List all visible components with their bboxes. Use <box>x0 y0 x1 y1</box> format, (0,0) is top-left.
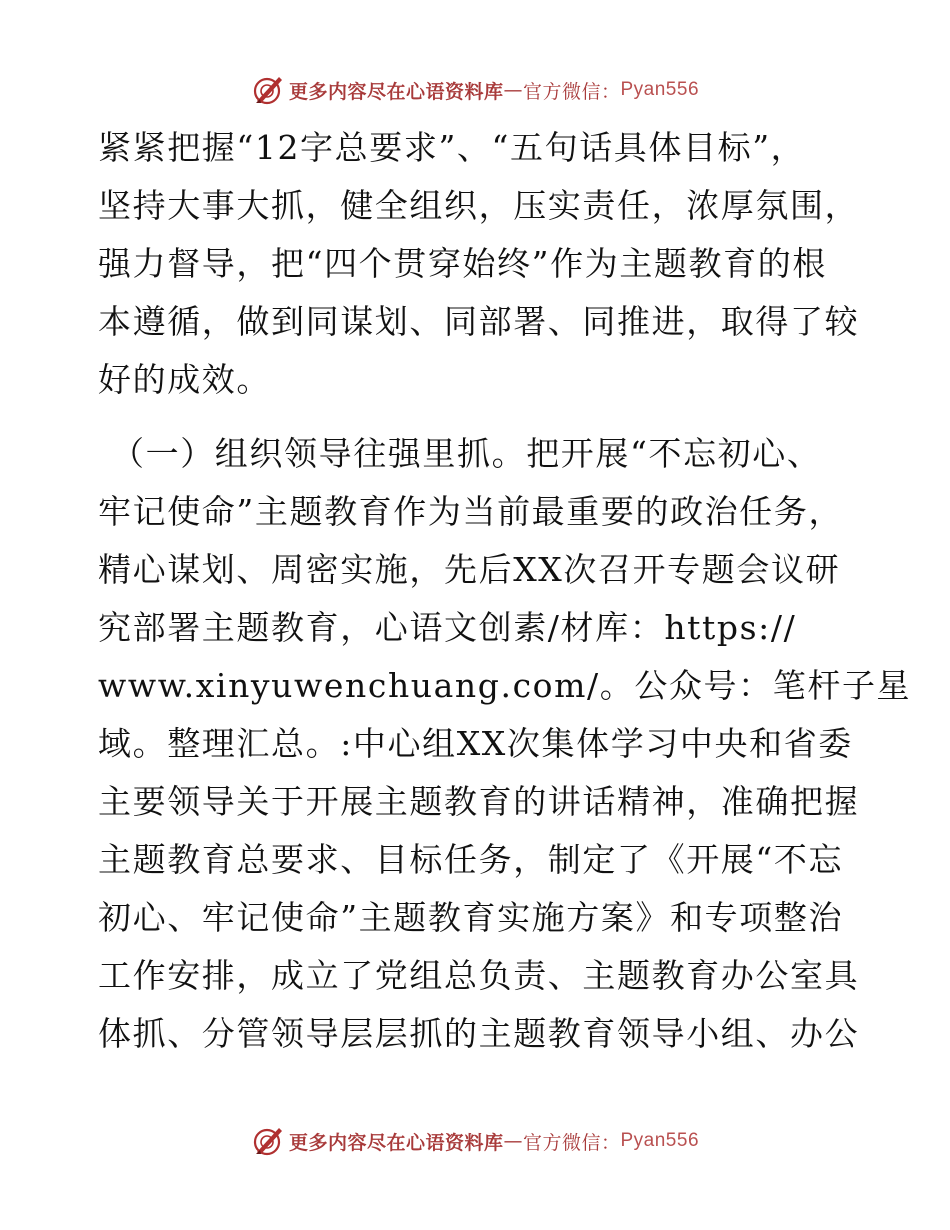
paragraph-line: 工作安排，成立了党组总负责、主题教育办公室具 <box>98 956 860 995</box>
paragraph-line: 紧紧把握“12字总要求”、“五句话具体目标”， <box>98 128 806 167</box>
watermark-wechat-id: Pyan556 <box>620 79 700 100</box>
paragraph-line: 精心谋划、周密实施，先后XX次召开专题会议研 <box>98 550 841 589</box>
paragraph-line: 究部署主题教育，心语文创素/材库：https:// <box>98 608 797 647</box>
watermark-official-label: 官方微信： <box>522 1131 621 1154</box>
paragraph-line: 好的成效。 <box>98 360 271 399</box>
watermark-dash: — <box>503 1130 523 1152</box>
paragraph-line: 本遵循，做到同谋划、同部署、同推进，取得了较 <box>98 302 860 341</box>
paragraph-line: 主要领导关于开展主题教育的讲话精神，准确把握 <box>98 782 860 821</box>
paragraph-line: 强力督导，把“四个贯穿始终”作为主题教育的根 <box>98 244 827 283</box>
watermark-footer <box>0 1124 950 1158</box>
watermark-header <box>0 73 950 107</box>
watermark-dash: — <box>503 79 523 101</box>
paragraph-line: www.xinyuwenchuang.com/。公众号：笔杆子星 <box>98 666 912 705</box>
paragraph-line: 初心、牢记使命”主题教育实施方案》和专项整治 <box>98 898 844 937</box>
paragraph-line: 牢记使命”主题教育作为当前最重要的政治任务， <box>98 492 844 531</box>
pen-logo-icon <box>251 73 285 107</box>
pen-logo-icon <box>251 1124 285 1158</box>
watermark-wechat-id: Pyan556 <box>620 1130 700 1151</box>
paragraph-line: 主题教育总要求、目标任务，制定了《开展“不忘 <box>98 840 844 879</box>
watermark-brand-text: 更多内容尽在心语资料库 <box>288 80 504 103</box>
watermark-brand-text: 更多内容尽在心语资料库 <box>288 1131 504 1154</box>
paragraph-line: 体抓、分管领导层层抓的主题教育领导小组、办公 <box>98 1014 860 1053</box>
paragraph-line: 坚持大事大抓，健全组织，压实责任，浓厚氛围， <box>98 186 860 225</box>
section-heading-line: （一）组织领导往强里抓。把开展“不忘初心、 <box>111 434 822 473</box>
watermark-official-label: 官方微信： <box>522 80 621 103</box>
paragraph-line: 域。整理汇总。:中心组XX次集体学习中央和省委 <box>98 724 853 763</box>
